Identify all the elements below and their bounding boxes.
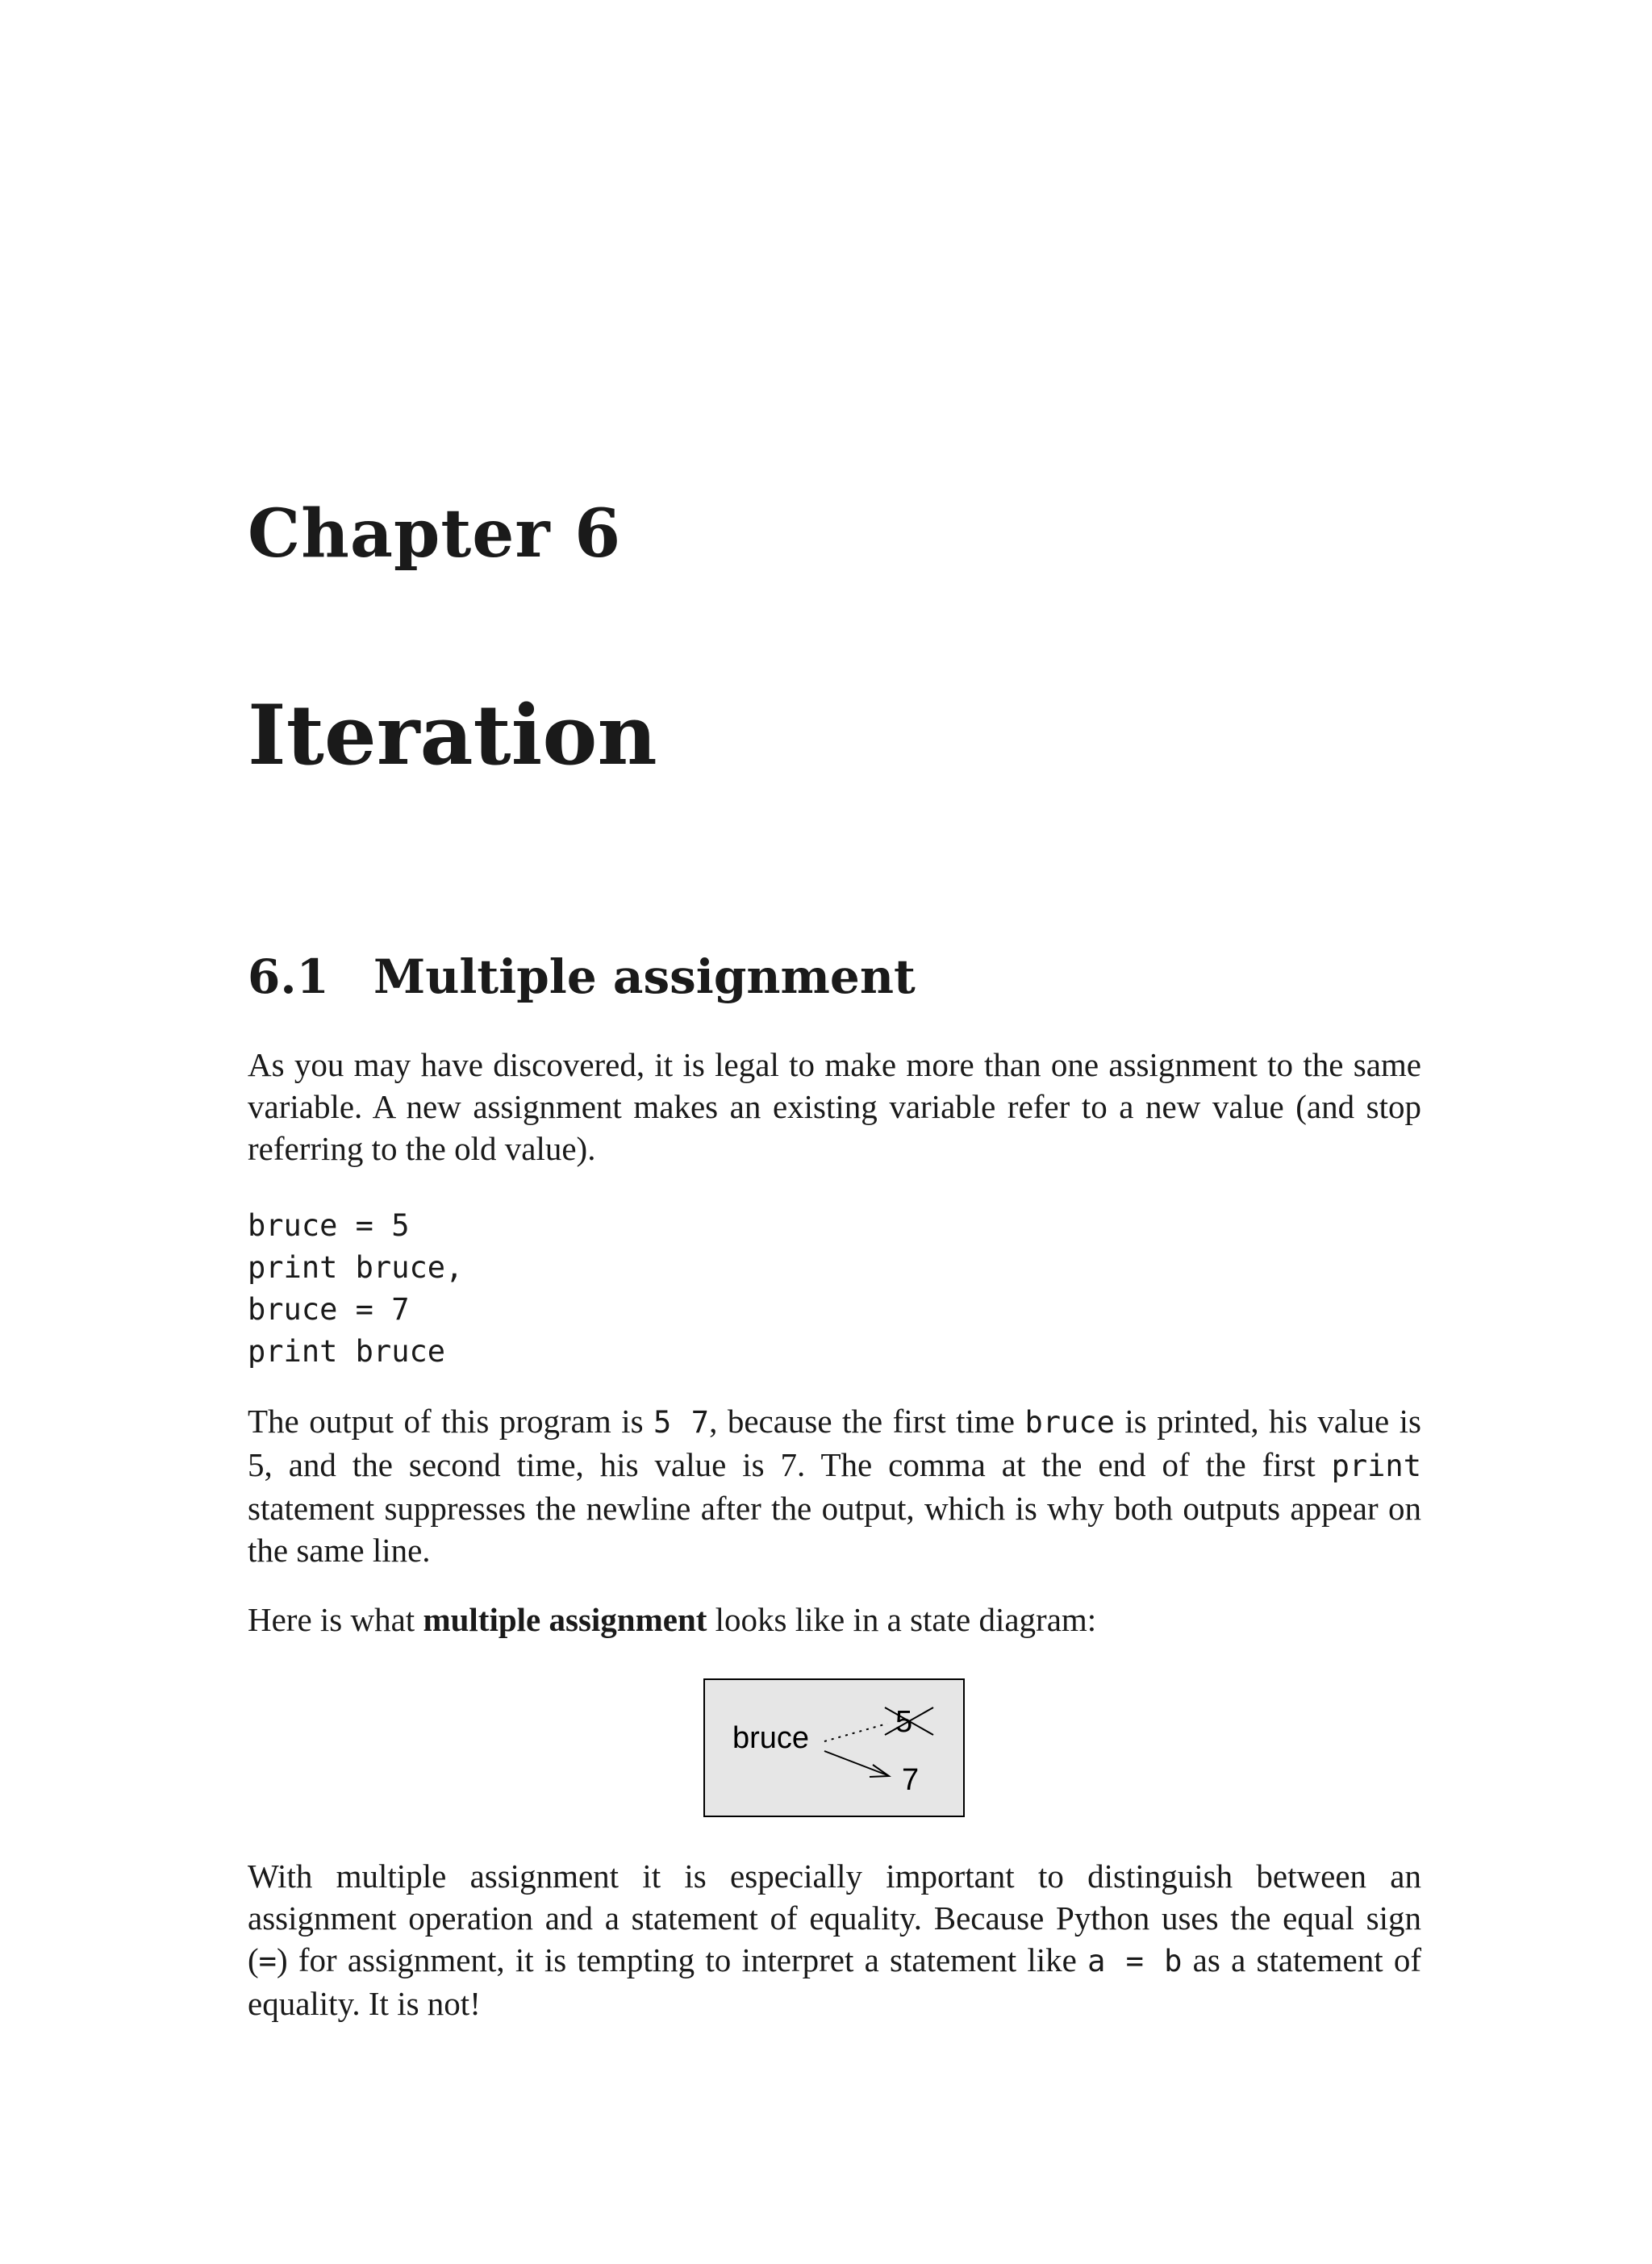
text-run: statement suppresses the newline after the output, which is why both outputs appear on the same line.	[248, 1490, 1421, 1569]
new-value: 7	[902, 1763, 920, 1797]
chapter-title: Iteration	[248, 687, 657, 784]
inline-code: a = b	[1087, 1944, 1183, 1978]
bold-term: multiple assignment	[423, 1601, 707, 1638]
chapter-label: Chapter 6	[248, 495, 622, 573]
text-run: as a statement of equality. It is not!	[248, 1941, 1421, 2022]
text-run: With multiple assignment it is especially important to distinguish between an assignment operation and a statement of equality. Because Python uses the equal sign (	[248, 1857, 1421, 1978]
inline-code: bruce	[1024, 1405, 1115, 1440]
text-run: is printed, his value is 5, and the second time, his value is 7. The comma at the end of the first	[248, 1403, 1421, 1483]
diagram-intro-paragraph	[248, 1599, 1421, 1641]
section-heading	[248, 949, 916, 1005]
section-title: Multiple assignment	[373, 949, 916, 1004]
variable-label: bruce	[732, 1721, 810, 1755]
text-run: The output of this program is	[248, 1403, 654, 1440]
text-run: looks like in a state diagram:	[707, 1601, 1097, 1638]
old-value: 5	[895, 1705, 913, 1739]
state-diagram	[703, 1678, 965, 1817]
code-block: bruce = 5 print bruce, bruce = 7 print bruce	[248, 1208, 464, 1369]
inline-code: 5 7	[653, 1405, 710, 1440]
text-run: , because the first time	[709, 1403, 1025, 1440]
equality-paragraph	[248, 1855, 1421, 2024]
intro-paragraph: As you may have discovered, it is legal to make more than one assignment to the same variable. A new assignment makes an existing variable refer to a new value (and stop referring to the old value).	[248, 1046, 1421, 1167]
section-number: 6.1	[248, 949, 329, 1004]
output-paragraph	[248, 1400, 1421, 1571]
inline-code: =	[258, 1944, 277, 1978]
text-run: Here is what	[248, 1601, 423, 1638]
inline-code: print	[1331, 1449, 1421, 1483]
text-run: ) for assignment, it is tempting to interpret a statement like	[276, 1941, 1088, 1978]
